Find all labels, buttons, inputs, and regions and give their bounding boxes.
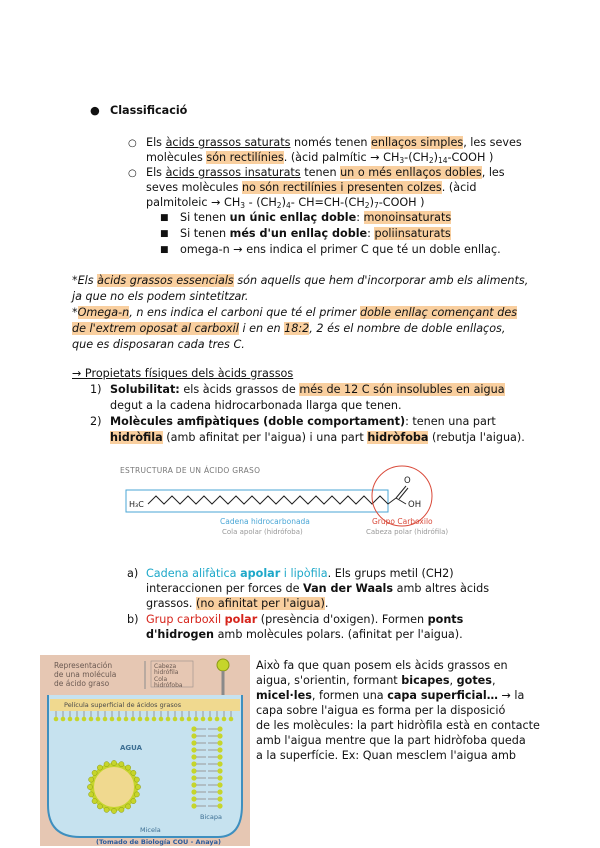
bilayer-head	[217, 733, 222, 738]
sub-item-omega: omega-n → ens indica el primer C que té un doble enllaç.	[180, 243, 501, 256]
micelle-head	[119, 762, 124, 767]
film-head	[54, 717, 59, 722]
item-b-line-1: Grup carboxil polar (presència d'oxigen). Formen ponts	[146, 613, 464, 626]
micelle-head	[92, 770, 97, 775]
bilayer-head	[191, 768, 196, 773]
prop2-number: 2)	[90, 415, 102, 428]
film-head	[180, 717, 185, 722]
note-omega-1: *Omega-n, n ens indica el carboni que té el primer doble enllaç començant des	[72, 306, 518, 319]
carboxyl-sublabel: Cabeza polar (hidrófila)	[366, 528, 449, 536]
bilayer-head	[217, 803, 222, 808]
rep-title-3: de ácido graso	[54, 679, 110, 688]
bilayer-head	[191, 726, 196, 731]
bilayer-head	[217, 768, 222, 773]
item-b-number: b)	[127, 613, 139, 626]
bilayer-head	[217, 747, 222, 752]
micelle-head	[97, 804, 102, 809]
bilayer-head	[217, 761, 222, 766]
film-head	[75, 717, 80, 722]
bilayer-head	[217, 726, 222, 731]
bilayer-head	[217, 796, 222, 801]
film-head	[187, 717, 192, 722]
micelle-head	[134, 792, 139, 797]
note-omega-2: de l'extrem oposat al carboxil i en en 18:2, 2 és el nombre de doble enllaços,	[72, 322, 506, 335]
prop2-line-2: hidròfila (amb afinitat per l'aigua) i una part hidròfoba (rebutja l'aigua).	[110, 431, 525, 444]
oxygen-label: O	[404, 476, 411, 486]
bilayer-head	[191, 775, 196, 780]
film-head	[103, 717, 108, 722]
micelle-head	[135, 784, 140, 789]
water-label: AGUA	[120, 744, 143, 752]
film-head	[215, 717, 220, 722]
bilayer-head	[191, 789, 196, 794]
film-head	[138, 717, 143, 722]
micelle-head	[104, 762, 109, 767]
item-b-line-2: d'hidrogen amb molècules polars. (afinitat per l'aigua).	[146, 628, 463, 641]
legend-head-icon	[217, 659, 229, 671]
film-head	[166, 717, 171, 722]
para-line-6: amb l'aigua mentre que la part hidròfoba queda	[256, 734, 526, 747]
unsaturated-line-1: Els àcids grassos insaturats tenen un o més enllaços dobles, les	[146, 166, 505, 179]
saturated-line-2: molècules són rectilínies. (àcid palmític → $CH_3-(CH_2)_{14}$-COOH )	[146, 151, 494, 165]
bilayer-head	[191, 803, 196, 808]
para-line-1: Això fa que quan posem els àcids grassos en	[256, 659, 508, 672]
micelle-head	[119, 807, 124, 812]
figure1-title: ESTRUCTURA DE UN ÁCIDO GRASO	[120, 466, 261, 475]
micelle-head	[131, 799, 136, 804]
bilayer-head	[191, 733, 196, 738]
note-essential-1: *Els àcids grassos essencials són aquells que hem d'incorporar amb els aliments,	[72, 274, 529, 287]
section-heading: Classificació	[110, 104, 188, 117]
carboxyl-label: Grupo Carboxilo	[372, 517, 433, 526]
micelle-head	[89, 792, 94, 797]
legend-tail: Cola	[154, 676, 168, 683]
bilayer-head	[217, 789, 222, 794]
micelle-head	[131, 770, 136, 775]
square-bullet-icon: ■	[160, 229, 169, 239]
circle-bullet-icon: ○	[128, 168, 137, 179]
legend-head-sub: hidrófila	[154, 669, 179, 676]
properties-title: → Propietats físiques dels àcids grassos	[72, 367, 294, 380]
film-head	[131, 717, 136, 722]
micelle-head	[126, 765, 131, 770]
chain-label: Cadena hidrocarbonada	[220, 517, 310, 526]
rep-title-1: Representación	[54, 661, 113, 670]
bilayer-head	[217, 754, 222, 759]
micelle-head	[87, 784, 92, 789]
micelle	[92, 765, 136, 809]
legend-tail-sub: hidrófoba	[154, 682, 183, 689]
film-head	[96, 717, 101, 722]
bullet-dot-icon: ●	[90, 104, 100, 117]
item-a-number: a)	[127, 567, 139, 580]
prop1-line-1: Solubilitat: els àcids grassos de més de 12 C són insolubles en aigua	[110, 383, 505, 396]
rep-title-2: de una molécula	[54, 670, 117, 679]
para-line-7: a la superfície. Ex: Quan mesclem l'aigua amb	[256, 749, 516, 762]
film-label: Película superficial de ácidos grasos	[64, 701, 182, 709]
item-a-line-3: grassos. (no afinitat per l'aigua).	[146, 597, 329, 610]
prop1-number: 1)	[90, 383, 102, 396]
chain-sublabel: Cola apolar (hidrófoba)	[222, 528, 303, 536]
square-bullet-icon: ■	[160, 245, 169, 255]
film-head	[68, 717, 73, 722]
micelle-head	[89, 777, 94, 782]
note-omega-3: que es disposaran cada tres C.	[72, 338, 245, 351]
bilayer-head	[191, 761, 196, 766]
micelle-bilayer-figure	[40, 655, 250, 846]
bilayer-head	[191, 747, 196, 752]
micelle-head	[97, 765, 102, 770]
bilayer-head	[191, 796, 196, 801]
bilayer-head	[191, 782, 196, 787]
micelle-head	[104, 807, 109, 812]
circle-bullet-icon: ○	[128, 138, 137, 149]
film-head	[82, 717, 87, 722]
film-head	[117, 717, 122, 722]
film-head	[124, 717, 129, 722]
item-a-line-1: Cadena alifàtica apolar i lipòfila. Els grups metil (CH2)	[146, 567, 454, 580]
film-head	[173, 717, 178, 722]
film-head	[194, 717, 199, 722]
bilayer-head	[217, 775, 222, 780]
film-head	[208, 717, 213, 722]
h3c-label: H₃C	[129, 500, 144, 509]
film-head	[229, 717, 234, 722]
square-bullet-icon: ■	[160, 213, 169, 223]
para-line-4: capa sobre l'aigua es forma per la disposició	[256, 704, 506, 717]
film-head	[89, 717, 94, 722]
note-essential-2: ja que no els podem sintetitzar.	[72, 290, 249, 303]
film-head	[159, 717, 164, 722]
legend-head: Cabeza	[154, 663, 177, 670]
bilayer-head	[191, 754, 196, 759]
micelle-head	[92, 799, 97, 804]
fatty-acid-structure-figure	[110, 458, 460, 544]
bilayer-label: Bicapa	[200, 813, 222, 821]
film-head	[152, 717, 157, 722]
bilayer-head	[217, 782, 222, 787]
micelle-head	[111, 760, 116, 765]
bilayer-head	[217, 740, 222, 745]
sub-item-mono: Si tenen un únic enllaç doble: monoinsaturats	[180, 211, 452, 224]
prop1-line-2: degut a la cadena hidrocarbonada llarga que tenen.	[110, 399, 402, 412]
unsaturated-line-2: seves molècules no són rectilínies i presenten colzes. (àcid	[146, 181, 477, 194]
para-line-3: micel·les, formen una capa superficial… → la	[256, 689, 525, 702]
para-line-2: aigua, s'orientin, formant bicapes, gotes,	[256, 674, 496, 687]
film-head	[61, 717, 66, 722]
prop2-line-1: Molècules amfipàtiques (doble comportament): tenen una part	[110, 415, 496, 428]
zigzag-chain	[148, 496, 396, 504]
film-head	[145, 717, 150, 722]
micelle-head	[126, 804, 131, 809]
sub-item-poli: Si tenen més d'un enllaç doble: poliinsaturats	[180, 227, 451, 240]
figure-credit: (Tomado de Biología COU - Anaya)	[96, 838, 221, 846]
oh-label: OH	[408, 500, 422, 510]
saturated-line-1: Els àcids grassos saturats només tenen enllaços simples, les seves	[146, 136, 522, 149]
unsaturated-line-3: palmitoleic → $CH_3 - (CH_2)_4-$ $CH=CH-(CH_2)_7$-COOH )	[146, 196, 425, 210]
film-head	[222, 717, 227, 722]
para-line-5: de les molècules: la part hidròfila està en contacte	[256, 719, 540, 732]
micelle-label: Micela	[140, 826, 161, 834]
item-a-line-2: interaccionen per forces de Van der Waals amb altres àcids	[146, 582, 490, 595]
film-head	[201, 717, 206, 722]
bilayer-head	[191, 740, 196, 745]
micelle-head	[134, 777, 139, 782]
micelle-head	[111, 808, 116, 813]
film-head	[110, 717, 115, 722]
